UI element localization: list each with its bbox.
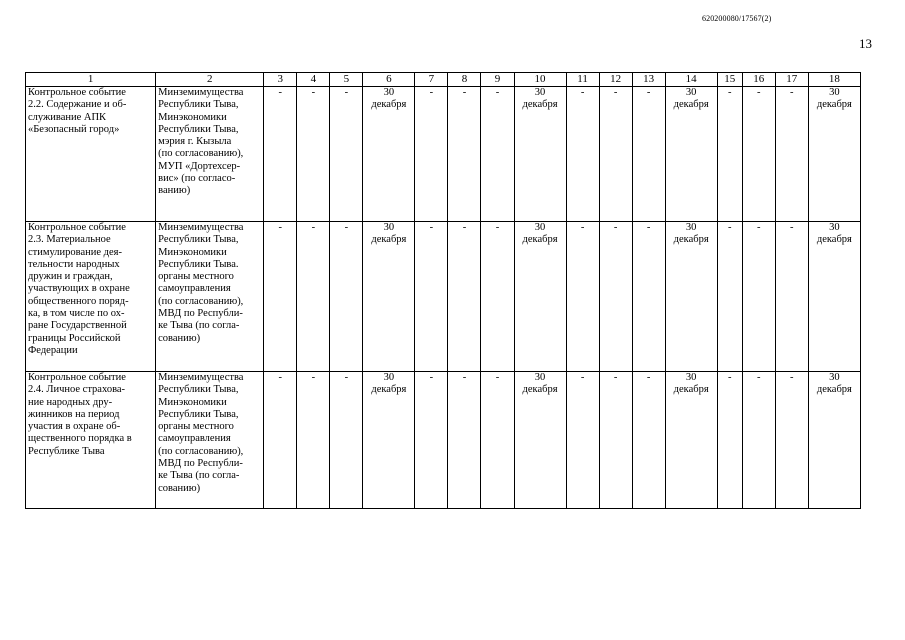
value-cell: -: [330, 372, 363, 509]
date-cell: 30 декабря: [808, 372, 860, 509]
column-header: 12: [599, 73, 632, 87]
value-cell: -: [775, 222, 808, 372]
value-cell: -: [717, 222, 742, 372]
value-cell: -: [415, 372, 448, 509]
value-cell: -: [742, 87, 775, 222]
value-cell: -: [717, 372, 742, 509]
page-number: 13: [859, 36, 872, 51]
event-cell: Контрольное событие 2.2. Содержание и об- служивание АПК «Безопасный город»: [26, 87, 156, 222]
column-header: 3: [264, 73, 297, 87]
column-header: 10: [514, 73, 566, 87]
value-cell: -: [330, 222, 363, 372]
date-cell: 30 декабря: [808, 87, 860, 222]
table-row: [26, 372, 861, 509]
date-cell: 30 декабря: [363, 87, 415, 222]
column-header: 13: [632, 73, 665, 87]
value-cell: -: [632, 87, 665, 222]
value-cell: -: [632, 372, 665, 509]
column-header: 18: [808, 73, 860, 87]
value-cell: -: [481, 87, 514, 222]
date-cell: 30 декабря: [514, 372, 566, 509]
value-cell: -: [632, 222, 665, 372]
value-cell: -: [742, 372, 775, 509]
column-header: 9: [481, 73, 514, 87]
value-cell: -: [448, 222, 481, 372]
date-cell: 30 декабря: [808, 222, 860, 372]
value-cell: -: [415, 222, 448, 372]
value-cell: -: [481, 222, 514, 372]
event-cell: Контрольное событие 2.3. Материальное стимулирование дея- тельности народных дружин и граждан, участвующих в охране общественного поряд- ка, в том числе по ох- ране Государственной границы Российской Федерации: [26, 222, 156, 372]
column-header: 11: [566, 73, 599, 87]
value-cell: -: [297, 222, 330, 372]
header-row: [26, 73, 861, 87]
value-cell: -: [599, 222, 632, 372]
schedule-table: [25, 72, 861, 509]
column-header: 17: [775, 73, 808, 87]
value-cell: -: [717, 87, 742, 222]
date-cell: 30 декабря: [363, 372, 415, 509]
responsible-cell: Минземимущества Республики Тыва, Минэкономики Республики Тыва, органы местного самоуправления (по согласованию), МВД по Республи- ке Тыва (по согла- сованию): [156, 372, 264, 509]
value-cell: -: [297, 87, 330, 222]
event-cell: Контрольное событие 2.4. Личное страхова- ние народных дру- жинников на период участия в охране об- щественного порядка в Республике Тыва: [26, 372, 156, 509]
value-cell: -: [264, 87, 297, 222]
value-cell: -: [264, 222, 297, 372]
responsible-cell: Минземимущества Республики Тыва, Минэкономики Республики Тыва, мэрия г. Кызыла (по согласованию), МУП «Дортехсер- вис» (по согласо- ванию): [156, 87, 264, 222]
column-header: 4: [297, 73, 330, 87]
responsible-cell: Минземимущества Республики Тыва, Минэкономики Республики Тыва. органы местного самоуправления (по согласованию), МВД по Республи- ке Тыва (по согла- сованию): [156, 222, 264, 372]
date-cell: 30 декабря: [665, 222, 717, 372]
value-cell: -: [566, 87, 599, 222]
value-cell: -: [297, 372, 330, 509]
date-cell: 30 декабря: [514, 222, 566, 372]
column-header: 6: [363, 73, 415, 87]
value-cell: -: [264, 372, 297, 509]
column-header: 8: [448, 73, 481, 87]
column-header: 7: [415, 73, 448, 87]
column-header: 5: [330, 73, 363, 87]
value-cell: -: [775, 372, 808, 509]
value-cell: -: [566, 372, 599, 509]
date-cell: 30 декабря: [665, 372, 717, 509]
value-cell: -: [599, 87, 632, 222]
value-cell: -: [566, 222, 599, 372]
value-cell: -: [415, 87, 448, 222]
table-row: [26, 222, 861, 372]
value-cell: -: [775, 87, 808, 222]
value-cell: -: [330, 87, 363, 222]
value-cell: -: [448, 372, 481, 509]
value-cell: -: [481, 372, 514, 509]
value-cell: -: [599, 372, 632, 509]
date-cell: 30 декабря: [514, 87, 566, 222]
value-cell: -: [742, 222, 775, 372]
table-row: [26, 87, 861, 222]
column-header: 1: [26, 73, 156, 87]
column-header: 16: [742, 73, 775, 87]
column-header: 2: [156, 73, 264, 87]
column-header: 15: [717, 73, 742, 87]
value-cell: -: [448, 87, 481, 222]
date-cell: 30 декабря: [665, 87, 717, 222]
column-header: 14: [665, 73, 717, 87]
document-id: 620200080/17567(2): [702, 14, 772, 23]
date-cell: 30 декабря: [363, 222, 415, 372]
